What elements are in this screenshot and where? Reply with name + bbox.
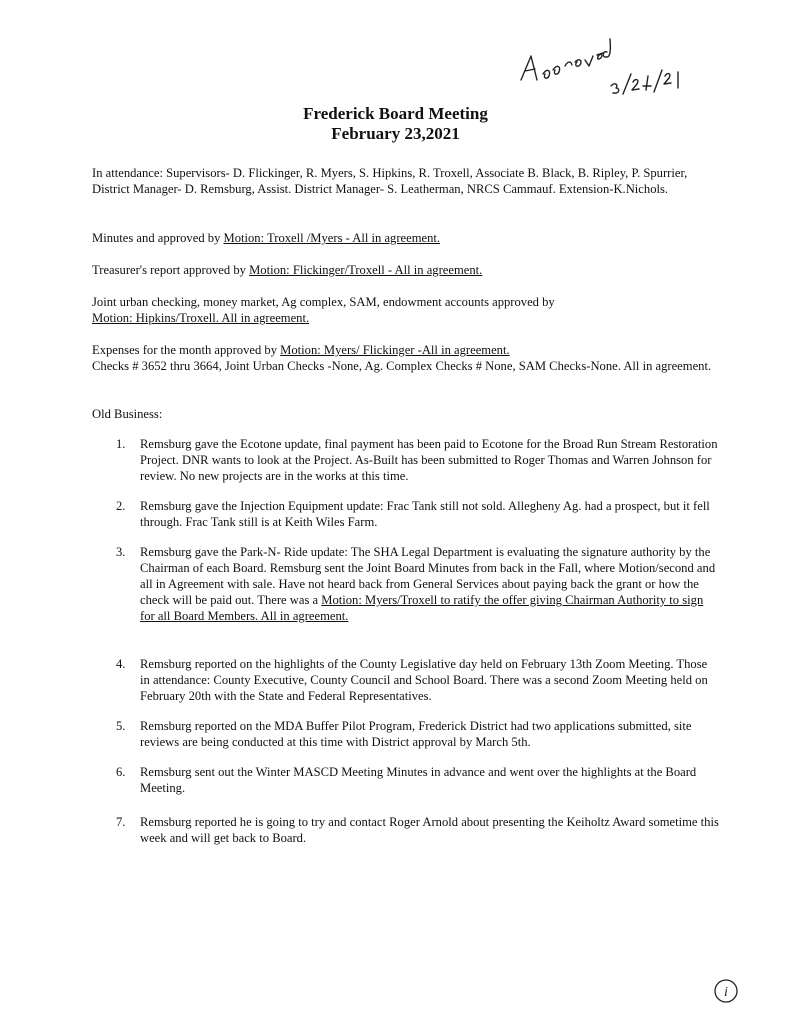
approved-handwritten-annotation — [515, 22, 705, 112]
expenses-checks: Checks # 3652 thru 3664, Joint Urban Checks -None, Ag. Complex Checks # None, SAM Checks-None. All in agreement. — [92, 359, 712, 373]
item-text: Remsburg gave the Ecotone update, final payment has been paid to Ecotone for the Broad Run Stream Restoration Project. DNR wants to look at the Project. As-Built has been submitted to Roger Thomas and Warren Johnson for review. No new projects are in the works at this time. — [140, 437, 718, 483]
item-number: 7. — [116, 815, 126, 829]
old-business-heading: Old Business: — [92, 407, 163, 421]
attendance-paragraph: In attendance: Supervisors- D. Flickinger, R. Myers, S. Hipkins, R. Troxell, Associate B. Black, B. Ripley, P. Spurrier, District Manager- D. Remsburg, Assist. District Manager- S. Leatherman, NRCS Cammauf. Extension-K.Nichols. — [92, 166, 688, 196]
item-number: 4. — [116, 657, 126, 671]
document-title: Frederick Board Meeting — [303, 104, 488, 123]
item-3-motion: Motion: Myers/Troxell to ratify the offer giving Chairman Authority to sign for all Board Members. All in agreement. — [140, 593, 704, 623]
minutes-motion: Motion: Troxell /Myers - All in agreement. — [223, 231, 441, 245]
item-text — [140, 544, 720, 624]
item-number: 3. — [116, 545, 126, 559]
page-number-glyph: i — [724, 985, 728, 1000]
item-text: Remsburg sent out the Winter MASCD Meeting Minutes in advance and went over the highlights at the Board Meeting. — [140, 765, 697, 795]
expenses-motion: Motion: Myers/ Flickinger -All in agreement. — [280, 343, 510, 357]
minutes-paragraph — [92, 230, 712, 246]
treasurer-paragraph — [92, 262, 712, 278]
item-text: Remsburg gave the Injection Equipment update: Frac Tank still not sold. Allegheny Ag. had a prospect, but it fell through. Frac Tank still is at Keith Wiles Farm. — [140, 499, 710, 529]
meeting-date: February 23,2021 — [331, 124, 460, 143]
expenses-text: Expenses for the month approved by — [92, 343, 281, 357]
treasurer-text: Treasurer's report approved by — [92, 263, 250, 277]
item-number: 5. — [116, 719, 126, 733]
item-number: 6. — [116, 765, 126, 779]
item-number: 2. — [116, 499, 126, 513]
accounts-text: Joint urban checking, money market, Ag complex, SAM, endowment accounts approved by — [92, 295, 555, 309]
item-text: Remsburg reported on the MDA Buffer Pilot Program, Frederick District had two applications submitted, site reviews are being conducted at this time with District approval by March 5th. — [140, 719, 692, 749]
treasurer-motion: Motion: Flickinger/Troxell - All in agreement. — [249, 263, 483, 277]
expenses-paragraph — [92, 342, 712, 374]
item-text: Remsburg reported he is going to try and contact Roger Arnold about presenting the Keiholtz Award sometime this week and will get back to Board. — [140, 815, 719, 845]
item-number: 1. — [116, 437, 126, 451]
item-3-text: Remsburg gave the Park-N- Ride update: The SHA Legal Department is evaluating the signature authority by the Chairman of each Board. Remsburg sent the Joint Board Minutes from back in the Fall, where Motion/second and all in Agreement with sale. Have not heard back from General Services about paying back the grant or how the check will be paid out. There was a — [140, 545, 716, 607]
minutes-text: Minutes and approved by — [92, 231, 224, 245]
page-number-mark — [713, 978, 739, 1004]
accounts-motion: Motion: Hipkins/Troxell. All in agreement. — [92, 311, 310, 325]
item-text: Remsburg reported on the highlights of the County Legislative day held on February 13th Zoom Meeting. Those in attendance: County Executive, County Council and School Board. There was a second Zoom Meeting held on February 20th with the State and Federal Representatives. — [140, 657, 708, 703]
accounts-paragraph — [92, 294, 712, 326]
